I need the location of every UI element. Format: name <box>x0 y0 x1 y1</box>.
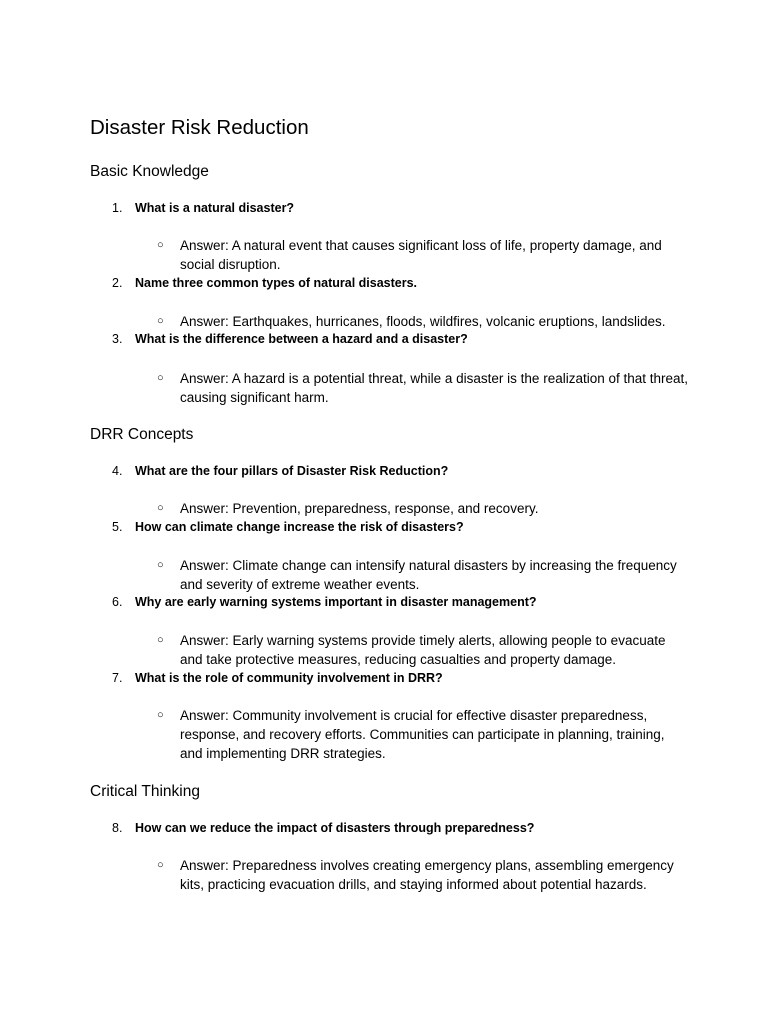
answer-text: Answer: A hazard is a potential threat, while a disaster is the realization of that threat, causing significant harm. <box>180 371 689 405</box>
answer-text: Answer: Prevention, preparedness, response, and recovery. <box>180 501 539 516</box>
hollow-circle-bullet-icon: ○ <box>157 315 164 327</box>
question-number: 4. <box>112 464 123 478</box>
question-text: Name three common types of natural disasters. <box>135 276 418 290</box>
question-number: 6. <box>112 595 123 609</box>
hollow-circle-bullet-icon: ○ <box>157 859 164 871</box>
page-title: Disaster Risk Reduction <box>90 116 309 139</box>
question-text: How can we reduce the impact of disasters through preparedness? <box>135 821 535 835</box>
answer-text: Answer: Climate change can intensify natural disasters by increasing the frequency and severity of extreme weather events. <box>180 558 677 592</box>
answer-text: Answer: Community involvement is crucial for effective disaster preparedness, response, and recovery efforts. Communities can participate in planning, training, and implementing DRR strategies. <box>180 708 665 761</box>
answer-text: Answer: Preparedness involves creating emergency plans, assembling emergency kits, practicing evacuation drills, and staying informed about potential hazards. <box>180 858 674 892</box>
hollow-circle-bullet-icon: ○ <box>157 709 164 721</box>
section-heading-drr-concepts: DRR Concepts <box>90 426 194 443</box>
question-text: How can climate change increase the risk of disasters? <box>135 520 464 534</box>
answer-text: Answer: Early warning systems provide timely alerts, allowing people to evacuate and take protective measures, reducing casualties and property damage. <box>180 633 666 667</box>
question-text: What is a natural disaster? <box>135 201 295 215</box>
question-text: What is the difference between a hazard and a disaster? <box>135 332 468 346</box>
hollow-circle-bullet-icon: ○ <box>157 502 164 514</box>
question-number: 5. <box>112 520 123 534</box>
section-heading-basic-knowledge: Basic Knowledge <box>90 163 209 180</box>
question-number: 2. <box>112 276 123 290</box>
section-heading-critical-thinking: Critical Thinking <box>90 783 200 800</box>
question-number: 7. <box>112 671 123 685</box>
hollow-circle-bullet-icon: ○ <box>157 634 164 646</box>
question-number: 3. <box>112 332 123 346</box>
question-number: 1. <box>112 201 123 215</box>
hollow-circle-bullet-icon: ○ <box>157 559 164 571</box>
answer-text: Answer: A natural event that causes significant loss of life, property damage, and social disruption. <box>180 238 662 272</box>
answer-text: Answer: Earthquakes, hurricanes, floods, wildfires, volcanic eruptions, landslides. <box>180 314 666 329</box>
hollow-circle-bullet-icon: ○ <box>157 239 164 251</box>
question-number: 8. <box>112 821 123 835</box>
hollow-circle-bullet-icon: ○ <box>157 372 164 384</box>
question-text: What are the four pillars of Disaster Risk Reduction? <box>135 464 449 478</box>
question-text: What is the role of community involvement in DRR? <box>135 671 443 685</box>
question-text: Why are early warning systems important in disaster management? <box>135 595 537 609</box>
